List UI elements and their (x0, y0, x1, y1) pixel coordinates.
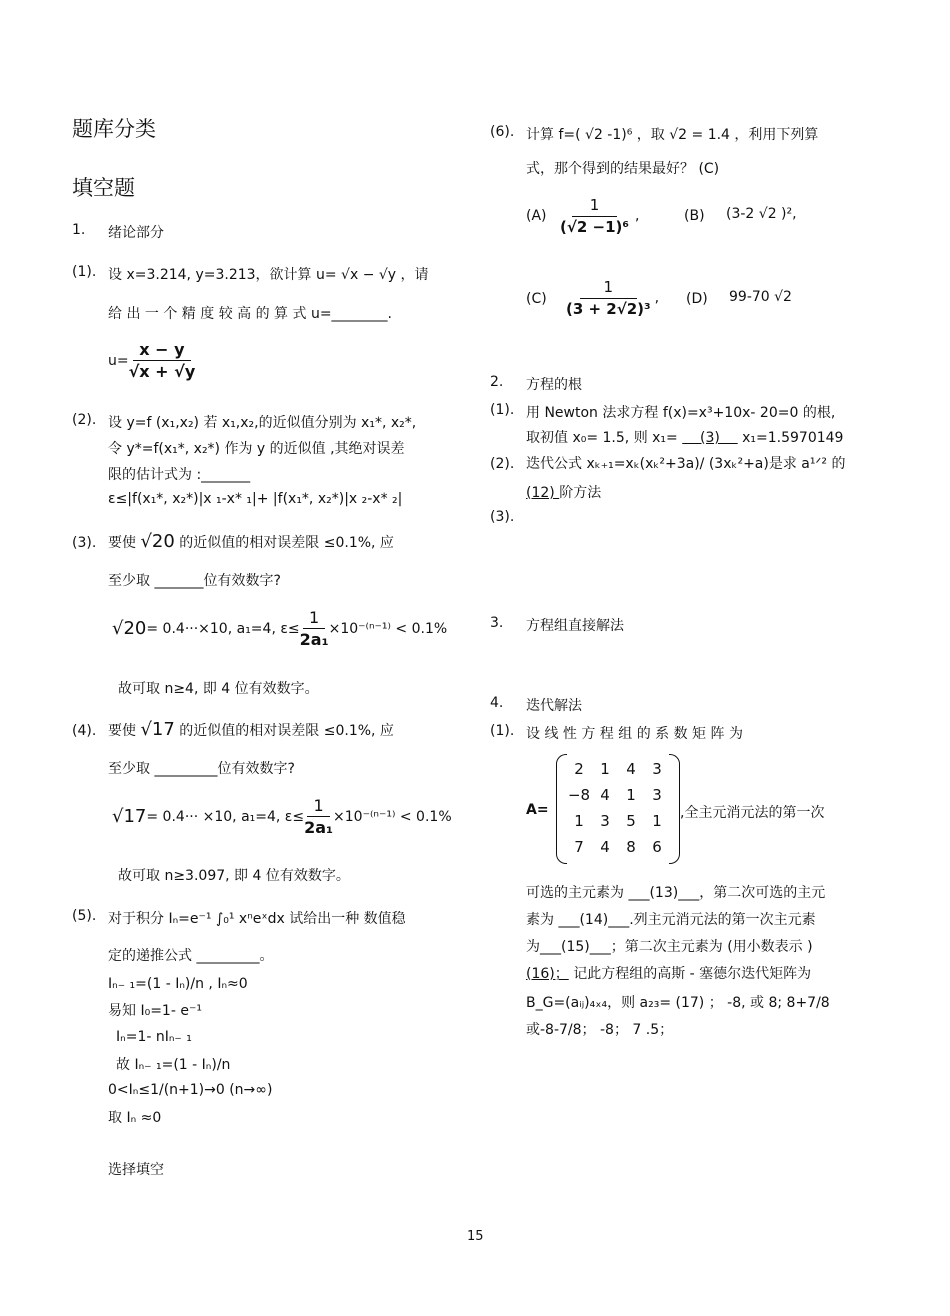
r3-label: (3). (490, 509, 515, 525)
matrix-cell: 5 (626, 812, 636, 830)
r1-line1: 用 Newton 法求方程 f(x)=x³+10x- 20=0 的根, (526, 405, 836, 421)
q3-line2: 至少取 _______位有效数字? (108, 573, 281, 589)
q4-eq-frac-num: 1 (307, 796, 329, 817)
q3-eq-frac-den: 2a₁ (299, 630, 329, 649)
r2-line2 (526, 482, 601, 502)
q2-line1: 设 y=f (x₁,x₂) 若 x₁,x₂,的近似值分别为 x₁*, x₂*, (108, 415, 417, 431)
q2-label: (2). (72, 412, 97, 428)
q2-line2: 令 y*=f(x₁*, x₂*) 作为 y 的近似值 ,其绝对误差 (108, 441, 405, 457)
q3-eq-fraction (300, 608, 329, 649)
matrix-cell: 4 (600, 838, 610, 856)
q6-option-a-num: 1 (572, 196, 618, 217)
q4-eq-frac-den: 2a₁ (304, 818, 334, 837)
q5-line4: 易知 I₀=1- e⁻¹ (108, 1003, 202, 1019)
q3-line1-a: 要使 (108, 535, 136, 551)
q4-conclusion: 故可取 n≥3.097, 即 4 位有效数字。 (118, 868, 350, 884)
q1-answer (108, 340, 195, 381)
page-title: 题库分类 (72, 117, 156, 141)
s1-matrix-label: A= (526, 802, 549, 818)
matrix-cell: 3 (600, 812, 610, 830)
page-number: 15 (467, 1229, 484, 1244)
matrix-row (566, 756, 670, 782)
q6-option-a-den: (√2 −1)⁶ (560, 218, 629, 236)
q4-label: (4). (72, 723, 97, 739)
matrix-cell: 1 (626, 786, 636, 804)
matrix-row (566, 808, 670, 834)
chapter-1-number: 1. (72, 222, 86, 238)
q6-option-d: 99-70 √2 (729, 289, 792, 305)
s1-l1: 可选的主元素为 ___(13)___，第二次可选的主元 (526, 885, 826, 901)
s1-l5: B_G=(aᵢⱼ)₄ₓ₄，则 a₂₃= (17) ； -8, 或 8; 8+7/8 (526, 995, 830, 1011)
matrix-right-bracket (669, 754, 680, 864)
chapter-4-title: 迭代解法 (526, 698, 582, 714)
q1-label: (1). (72, 264, 97, 280)
s1-line1: 设 线 性 方 程 组 的 系 数 矩 阵 为 (526, 726, 743, 742)
q6-option-a: $\frac{1}{\text{(√2 −1)⁶}}$ , (560, 196, 640, 236)
r2-label: (2). (490, 456, 515, 472)
matrix-table (566, 756, 670, 860)
chapter-3-title: 方程组直接解法 (526, 618, 624, 634)
chapter-4-number: 4. (490, 695, 504, 711)
q5-line5: Iₙ=1- nIₙ₋ ₁ (116, 1029, 192, 1045)
q4-line2: 至少取 _________位有效数字? (108, 761, 295, 777)
matrix-cell: 4 (626, 760, 636, 778)
q5-line1: 对于积分 Iₙ=e⁻¹ ∫₀¹ xⁿeˣdx 试给出一种 数值稳 (108, 911, 406, 927)
q6-option-c-num: 1 (580, 278, 638, 299)
q6-option-a-fraction (560, 196, 629, 236)
q3-line1 (108, 531, 394, 552)
r1-line2-a: 取初值 x₀= 1.5, 则 x₁= (526, 430, 678, 446)
s1-label: (1). (490, 723, 515, 739)
q3-eq-c: ×10⁻⁽ⁿ⁻¹⁾ < 0.1% (328, 620, 448, 637)
chapter-2-title: 方程的根 (526, 377, 582, 393)
q4-eq-sqrt: √17 (112, 806, 147, 827)
q1-answer-fraction (129, 340, 196, 381)
q6-option-b: (3-2 √2 )², (726, 206, 797, 222)
q6-option-c-fraction (566, 278, 651, 318)
q3-eq-b: = 0.4···×10, a₁=4, ε≤ (146, 620, 300, 637)
coefficient-matrix (556, 754, 680, 866)
r2-line2-b: 阶方法 (559, 485, 602, 501)
matrix-cell: 8 (626, 838, 636, 856)
r1-line2-c: x₁=1.5970149 (742, 430, 844, 446)
q5-line8: 取 Iₙ ≈0 (108, 1110, 162, 1126)
s1-after-matrix: ,全主元消元法的第一次 (680, 805, 825, 821)
s1-l4-b: 记此方程组的高斯 - 塞德尔迭代矩阵为 (573, 966, 812, 982)
q1-line2: 给 出 一 个 精 度 较 高 的 算 式 u=________. (108, 306, 393, 322)
q1-answer-numerator: x − y (133, 340, 190, 361)
q6-option-c-den: (3 + 2√2)³ (566, 300, 651, 318)
r2-blank-12: (12) (526, 485, 560, 501)
q4-eq-c: ×10⁻⁽ⁿ⁻¹⁾ < 0.1% (333, 808, 452, 825)
q4-line1 (108, 719, 394, 740)
q5-line2: 定的递推公式 _________。 (108, 948, 274, 964)
q3-equation (112, 608, 447, 649)
q4-line1-sqrt: √17 (140, 719, 175, 740)
s1-blank-16: (16)； (526, 966, 569, 982)
s1-l4 (526, 963, 811, 983)
q6-option-c: $\frac{1}{\text{(3 + 2√2)³}}$ , (566, 278, 660, 318)
q5-line7: 0<Iₙ≤1/(n+1)→0 (n→∞) (108, 1082, 273, 1098)
r1-blank-3: (3) (682, 430, 738, 446)
matrix-cell: 4 (600, 786, 610, 804)
q4-equation (112, 796, 452, 837)
q3-line1-c: 的近似值的相对误差限 ≤0.1%, 应 (179, 535, 394, 551)
matrix-cell: 1 (600, 760, 610, 778)
q4-eq-fraction (304, 796, 333, 837)
matrix-cell: 1 (574, 812, 584, 830)
q1-line1: 设 x=3.214, y=3.213，欲计算 u= √x − √y ，请 (108, 267, 429, 283)
matrix-cell: 3 (652, 786, 662, 804)
q5-line6: 故 Iₙ₋ ₁=(1 - Iₙ)/n (116, 1057, 231, 1073)
matrix-cell: 2 (574, 760, 584, 778)
q3-conclusion: 故可取 n≥4, 即 4 位有效数字。 (118, 681, 319, 697)
q5-line3: Iₙ₋ ₁=(1 - Iₙ)/n , Iₙ≈0 (108, 976, 248, 992)
q6-line1: 计算 f=( √2 -1)⁶ ，取 √2 = 1.4 ，利用下列算 (526, 127, 819, 143)
q6-line2: 式，那个得到的结果最好？ (C) (526, 161, 720, 177)
q2-line3: 限的估计式为 :_______ (108, 467, 251, 483)
q6-option-c-label: (C) (526, 291, 547, 307)
chapter-3-number: 3. (490, 615, 504, 631)
s1-l2: 素为 ___(14)___.列主元消元法的第一次主元素 (526, 912, 816, 928)
q1-answer-denominator: √x + √y (128, 362, 196, 381)
q6-label: (6). (490, 124, 515, 140)
s1-l3: 为___(15)___；第二次主元素为 (用小数表示 ) (526, 939, 813, 955)
chapter-1-title: 绪论部分 (108, 225, 164, 241)
s1-l6: 或-8-7/8； -8； 7 .5； (526, 1022, 674, 1038)
matrix-cell: 6 (652, 838, 662, 856)
q2-line4: ε≤|f(x₁*, x₂*)|x ₁-x* ₁|+ |f(x₁*, x₂*)|x ₂-x* ₂| (108, 491, 403, 507)
q3-line1-sqrt: √20 (140, 531, 175, 552)
matrix-cell: 3 (652, 760, 662, 778)
q6-option-a-label: (A) (526, 208, 547, 224)
q4-line1-c: 的近似值的相对误差限 ≤0.1%, 应 (179, 723, 394, 739)
q6-option-b-label: (B) (684, 208, 705, 224)
matrix-row (566, 834, 670, 860)
q6-option-d-label: (D) (686, 291, 708, 307)
q3-eq-frac-num: 1 (303, 608, 325, 629)
matrix-cell: 7 (574, 838, 584, 856)
q4-eq-b: = 0.4··· ×10, a₁=4, ε≤ (146, 808, 305, 825)
r1-line2 (526, 427, 843, 447)
matrix-cell: 1 (652, 812, 662, 830)
q5-label: (5). (72, 908, 97, 924)
q3-eq-sqrt: √20 (112, 618, 147, 639)
q1-answer-prefix: u= (108, 352, 129, 369)
q3-label: (3). (72, 535, 97, 551)
chapter-2-number: 2. (490, 374, 504, 390)
matrix-cell: −8 (567, 786, 591, 804)
matrix-row (566, 782, 670, 808)
section-title: 填空题 (72, 176, 135, 200)
r2-line1: 迭代公式 xₖ₊₁=xₖ(xₖ²+3a)/ (3xₖ²+a)是求 a¹ᐟ² 的 (526, 456, 846, 472)
r1-label: (1). (490, 402, 515, 418)
q4-line1-a: 要使 (108, 723, 136, 739)
choice-section-title: 选择填空 (108, 1162, 164, 1178)
